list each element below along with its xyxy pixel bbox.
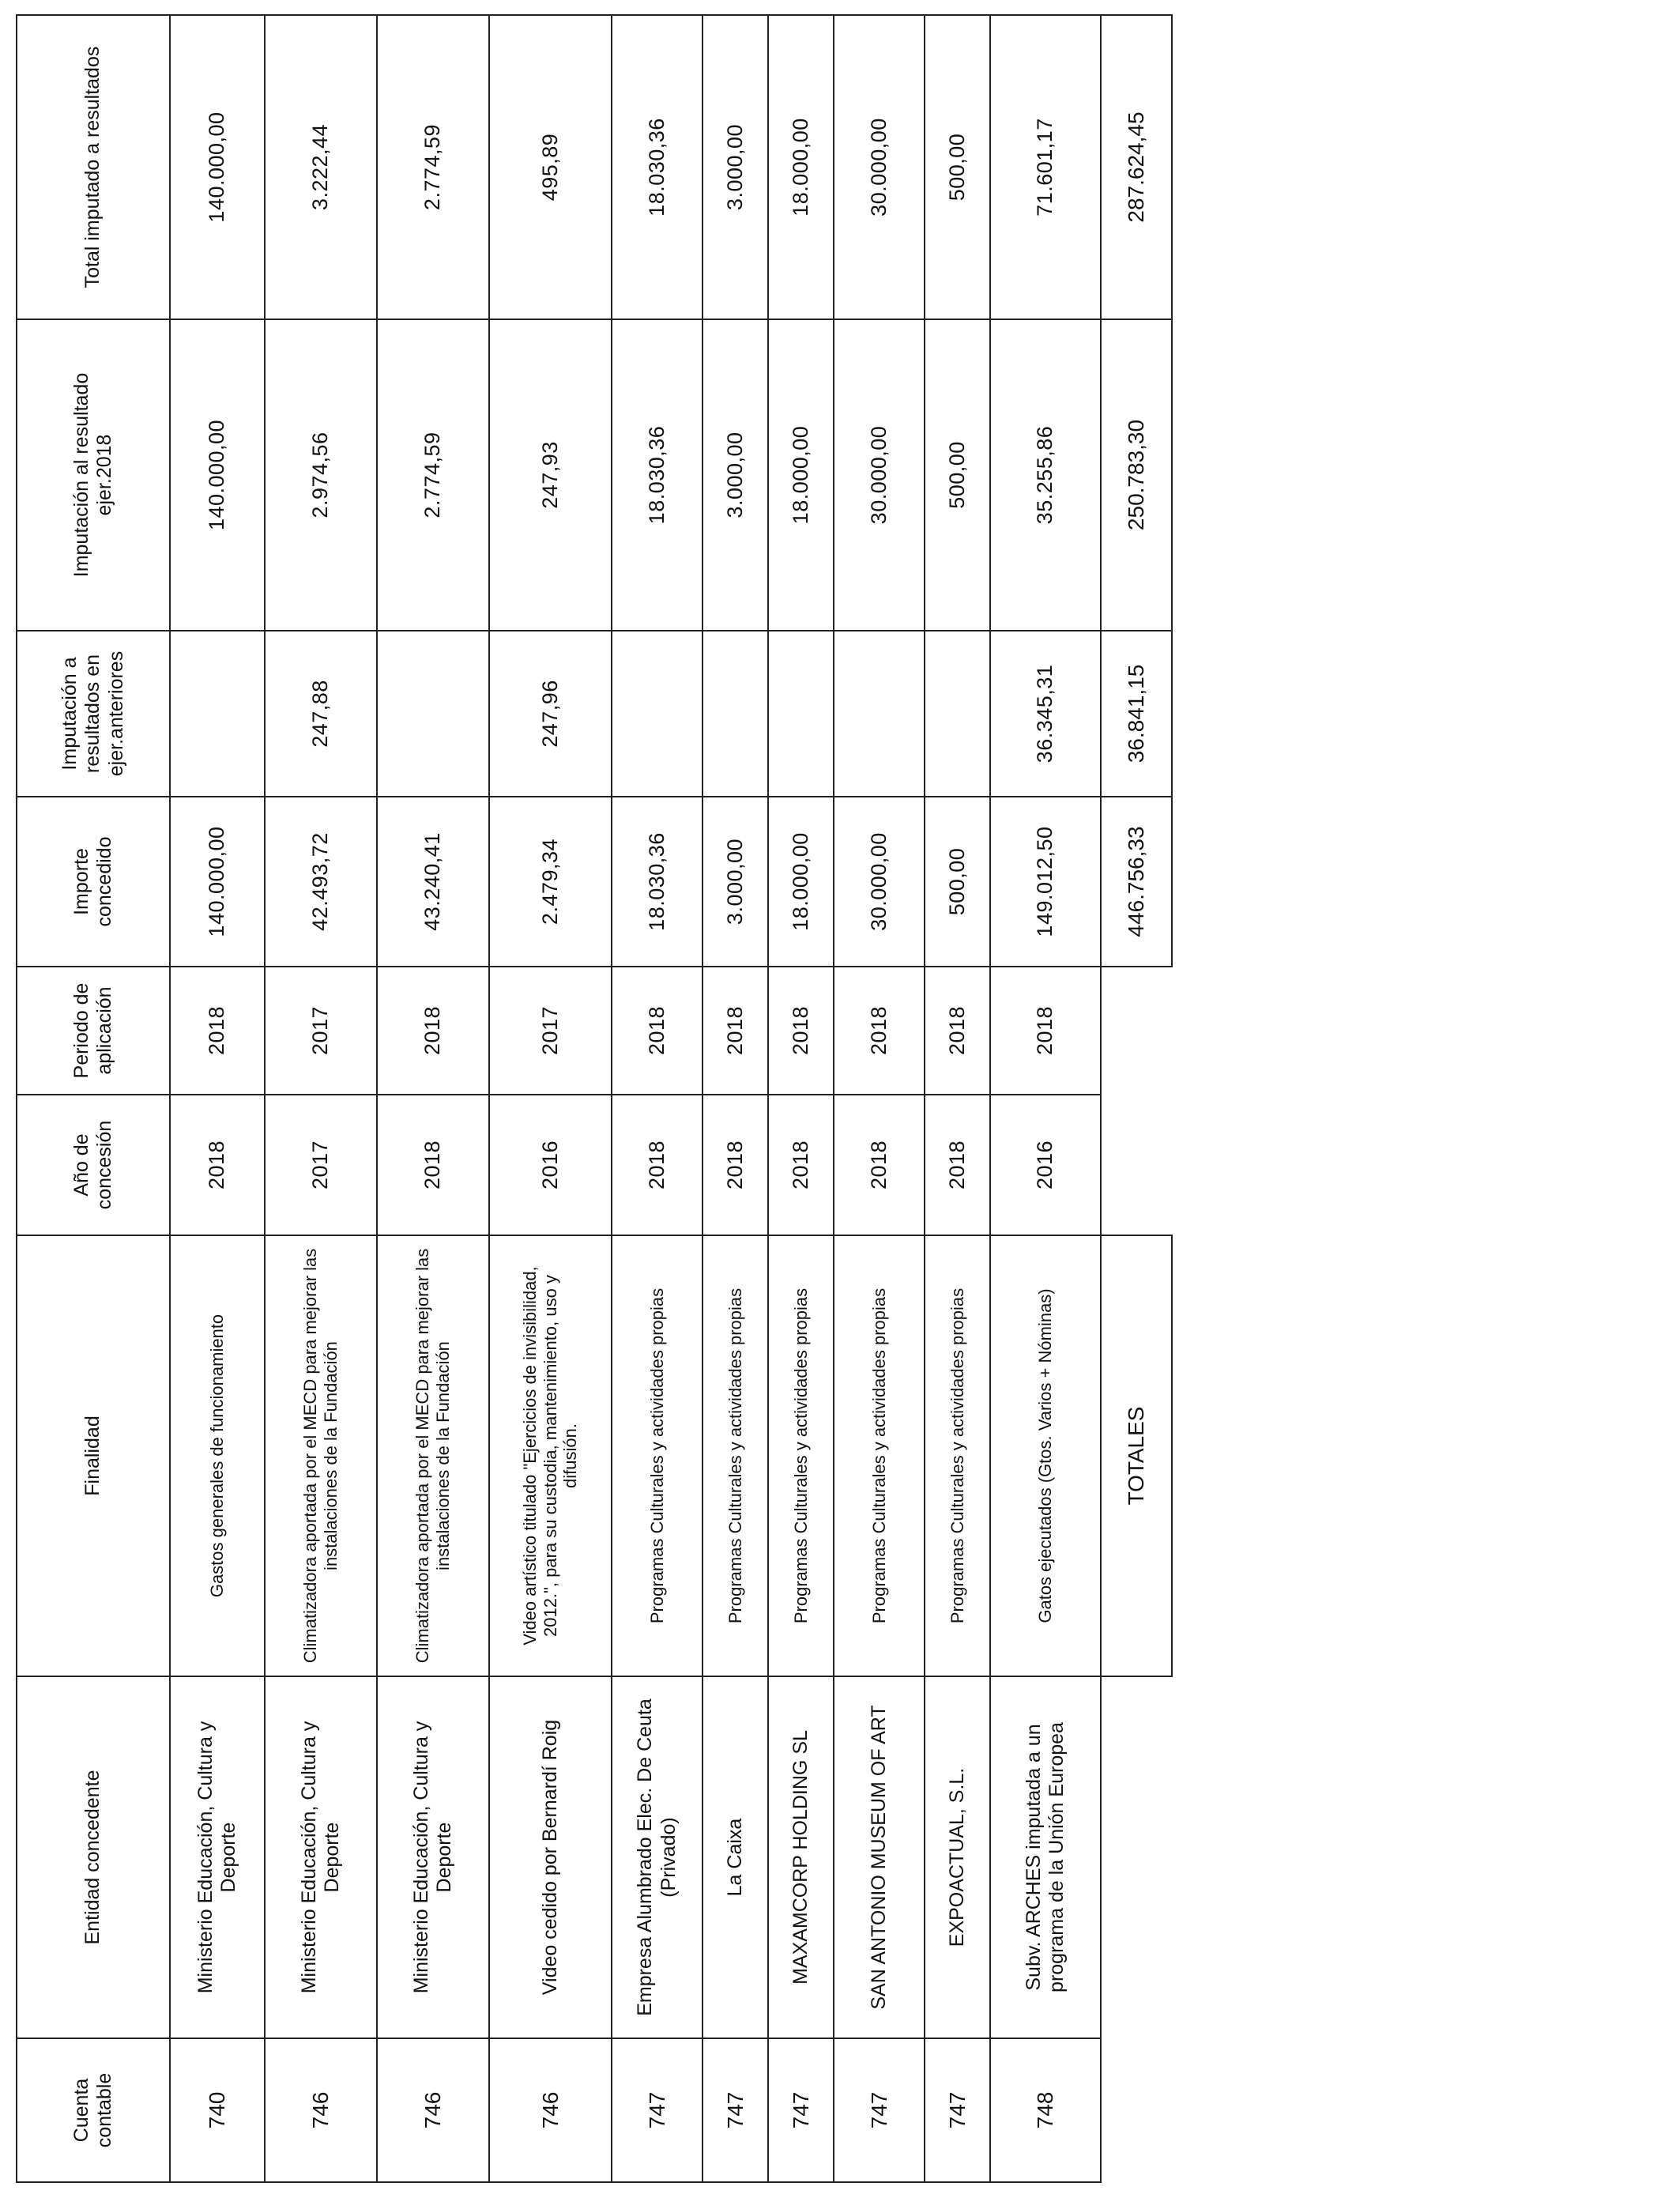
cell-finalidad: Gatos ejecutados (Gtos. Varios + Nóminas) [990, 1235, 1101, 1676]
table-row [377, 15, 489, 2182]
table-row [768, 15, 834, 2182]
header-anio: Año de concesión [17, 1095, 170, 1235]
table-row [265, 15, 377, 2182]
header-cuenta: Cuenta contable [17, 2038, 170, 2182]
cell-imputacion-anteriores [768, 631, 834, 797]
table-row [170, 15, 265, 2182]
cell-cuenta: 746 [489, 2038, 612, 2182]
cell-periodo: 2018 [703, 967, 768, 1095]
header-periodo: Periodo de aplicación [17, 967, 170, 1095]
cell-anio: 2018 [925, 1095, 990, 1235]
cell-entidad: Ministerio Educación, Cultura y Deporte [170, 1676, 265, 2038]
cell-finalidad: Climatizadora aportada por el MECD para mejorar las instalaciones de la Fundación [265, 1235, 377, 1676]
header-imputacion-anteriores: Imputación a resultados en ejer.anteriores [17, 631, 170, 797]
header-total: Total imputado a resultados [17, 15, 170, 319]
cell-imputacion-2018: 18.000,00 [768, 319, 834, 631]
cell-periodo: 2018 [768, 967, 834, 1095]
cell-cuenta: 746 [377, 2038, 489, 2182]
cell-imputacion-anteriores: 247,88 [265, 631, 377, 797]
cell-finalidad: Programas Culturales y actividades propias [925, 1235, 990, 1676]
totals-spacer [1101, 2038, 1172, 2182]
cell-importe: 30.000,00 [834, 797, 925, 967]
cell-finalidad: Programas Culturales y actividades propias [834, 1235, 925, 1676]
cell-periodo: 2018 [990, 967, 1101, 1095]
cell-imputacion-anteriores [925, 631, 990, 797]
cell-periodo: 2018 [925, 967, 990, 1095]
header-entidad: Entidad concedente [17, 1676, 170, 2038]
cell-periodo: 2018 [377, 967, 489, 1095]
cell-cuenta: 740 [170, 2038, 265, 2182]
cell-importe: 18.000,00 [768, 797, 834, 967]
cell-importe: 149.012,50 [990, 797, 1101, 967]
cell-entidad: Ministerio Educación, Cultura y Deporte [265, 1676, 377, 2038]
header-imputacion-2018: Imputación al resultado ejer.2018 [17, 319, 170, 631]
cell-anio: 2018 [703, 1095, 768, 1235]
rotated-page [16, 16, 1160, 2183]
cell-finalidad: Climatizadora aportada por el MECD para mejorar las instalaciones de la Fundación [377, 1235, 489, 1676]
header-importe: Importe concedido [17, 797, 170, 967]
cell-finalidad: Gastos generales de funcionamiento [170, 1235, 265, 1676]
cell-imputacion-2018: 140.000,00 [170, 319, 265, 631]
table-row [489, 15, 612, 2182]
totals-total: 287.624,45 [1101, 15, 1172, 319]
cell-imputacion-anteriores: 36.345,31 [990, 631, 1101, 797]
cell-imputacion-2018: 247,93 [489, 319, 612, 631]
cell-importe: 43.240,41 [377, 797, 489, 967]
header-row [17, 15, 170, 2182]
totals-importe: 446.756,33 [1101, 797, 1172, 967]
totals-imputacion-2018: 250.783,30 [1101, 319, 1172, 631]
cell-cuenta: 747 [768, 2038, 834, 2182]
cell-finalidad: Programas Culturales y actividades propias [768, 1235, 834, 1676]
cell-cuenta: 747 [925, 2038, 990, 2182]
cell-total: 71.601,17 [990, 15, 1101, 319]
cell-total: 18.030,36 [612, 15, 703, 319]
totals-spacer [1101, 1676, 1172, 2038]
cell-total: 30.000,00 [834, 15, 925, 319]
cell-anio: 2018 [377, 1095, 489, 1235]
cell-imputacion-2018: 2.974,56 [265, 319, 377, 631]
cell-imputacion-anteriores [377, 631, 489, 797]
table-row [990, 15, 1101, 2182]
table-row [925, 15, 990, 2182]
cell-anio: 2018 [612, 1095, 703, 1235]
cell-imputacion-2018: 30.000,00 [834, 319, 925, 631]
cell-importe: 18.030,36 [612, 797, 703, 967]
cell-total: 3.000,00 [703, 15, 768, 319]
cell-periodo: 2017 [489, 967, 612, 1095]
cell-entidad: SAN ANTONIO MUSEUM OF ART [834, 1676, 925, 2038]
cell-anio: 2016 [990, 1095, 1101, 1235]
cell-cuenta: 747 [612, 2038, 703, 2182]
cell-cuenta: 747 [703, 2038, 768, 2182]
cell-cuenta: 747 [834, 2038, 925, 2182]
cell-periodo: 2018 [834, 967, 925, 1095]
cell-imputacion-anteriores [703, 631, 768, 797]
cell-imputacion-2018: 35.255,86 [990, 319, 1101, 631]
cell-periodo: 2018 [612, 967, 703, 1095]
cell-entidad: Empresa Alumbrado Elec. De Ceuta (Privado) [612, 1676, 703, 2038]
cell-entidad: Subv. ARCHES imputada a un programa de la Unión Europea [990, 1676, 1101, 2038]
cell-total: 500,00 [925, 15, 990, 319]
totals-spacer [1101, 967, 1172, 1095]
table-row [612, 15, 703, 2182]
cell-entidad: Video cedido por Bernardí Roig [489, 1676, 612, 2038]
cell-total: 2.774,59 [377, 15, 489, 319]
cell-imputacion-anteriores [170, 631, 265, 797]
cell-periodo: 2018 [170, 967, 265, 1095]
totals-spacer [1101, 1095, 1172, 1235]
table-row [703, 15, 768, 2182]
cell-total: 140.000,00 [170, 15, 265, 319]
subvenciones-table [16, 14, 1173, 2183]
cell-total: 3.222,44 [265, 15, 377, 319]
cell-importe: 500,00 [925, 797, 990, 967]
cell-importe: 42.493,72 [265, 797, 377, 967]
cell-anio: 2018 [768, 1095, 834, 1235]
cell-entidad: Ministerio Educación, Cultura y Deporte [377, 1676, 489, 2038]
cell-imputacion-anteriores [612, 631, 703, 797]
cell-finalidad: Programas Culturales y actividades propias [703, 1235, 768, 1676]
cell-anio: 2017 [265, 1095, 377, 1235]
cell-imputacion-2018: 18.030,36 [612, 319, 703, 631]
cell-imputacion-anteriores: 247,96 [489, 631, 612, 797]
cell-entidad: La Caixa [703, 1676, 768, 2038]
cell-entidad: MAXAMCORP HOLDING SL [768, 1676, 834, 2038]
cell-total: 18.000,00 [768, 15, 834, 319]
cell-finalidad: Programas Culturales y actividades propias [612, 1235, 703, 1676]
cell-imputacion-anteriores [834, 631, 925, 797]
cell-anio: 2018 [170, 1095, 265, 1235]
cell-periodo: 2017 [265, 967, 377, 1095]
cell-cuenta: 748 [990, 2038, 1101, 2182]
cell-imputacion-2018: 3.000,00 [703, 319, 768, 631]
cell-importe: 140.000,00 [170, 797, 265, 967]
cell-imputacion-2018: 500,00 [925, 319, 990, 631]
cell-anio: 2016 [489, 1095, 612, 1235]
totals-label: TOTALES [1101, 1235, 1172, 1676]
header-finalidad: Finalidad [17, 1235, 170, 1676]
cell-importe: 3.000,00 [703, 797, 768, 967]
cell-anio: 2018 [834, 1095, 925, 1235]
cell-entidad: EXPOACTUAL, S.L. [925, 1676, 990, 2038]
cell-imputacion-2018: 2.774,59 [377, 319, 489, 631]
totals-row [1101, 15, 1172, 2182]
cell-importe: 2.479,34 [489, 797, 612, 967]
totals-imputacion-anteriores: 36.841,15 [1101, 631, 1172, 797]
cell-cuenta: 746 [265, 2038, 377, 2182]
cell-total: 495,89 [489, 15, 612, 319]
table-row [834, 15, 925, 2182]
cell-finalidad: Video artístico titulado "Ejercicios de invisibilidad, 2012.", para su custodia, mantenimiento, uso y difusión. [489, 1235, 612, 1676]
